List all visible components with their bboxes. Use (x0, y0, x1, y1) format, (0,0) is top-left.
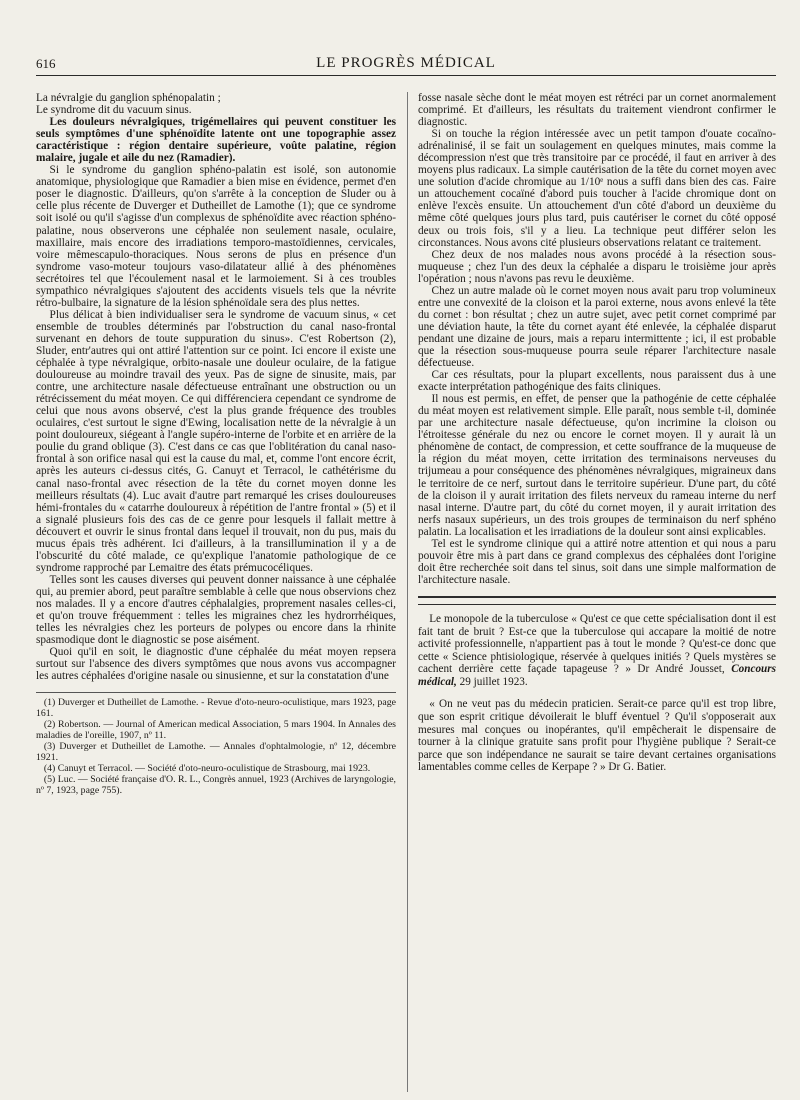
paragraph: Car ces résultats, pour la plupart excellents, nous paraissent dus à une exacte interprétation pathogénique des faits cliniques. (418, 369, 776, 394)
footnotes-rule (36, 692, 396, 693)
note-text: Le monopole de la tuberculose « Qu'est ce que cette spécialisation dont il est fait tant de bruit ? Est-ce que la tuberculose qui accapare la moitié de notre activité professionnelle, n'appartient pas à tout le monde ? Qu'est-ce donc que cette « Science phtisiologique, réservée à quelques initiés ? Quels mystères se cachent derrière cette façade tapageuse ? » Dr André Jousset, (418, 612, 776, 676)
right-column (418, 92, 776, 784)
note-text: « On ne veut pas du médecin praticien. Serait-ce parce qu'il est trop libre, que son esprit critique dévoilerait le bluff éventuel ? Qu'il s'opposerait aux mesures mal conçues ou inopérantes, qu'il empêcherait le dispensaire de tourner à la clinique gratuite sans profit pour l'hygiène publique ? Serait-ce parce que son indépendance ne saurait se taire devant certaines organisations lamentables comme celles de Kerpape ? » Dr G. Batier. (418, 698, 776, 774)
paragraph: Plus délicat à bien individualiser sera le syndrome de vacuum sinus, « cet ensemble de troubles déterminés par l'obstruction du canal naso-frontal survenant en dehors de toute suppuration du sinus». C'est Robertson (2), Sluder, entr'autres qui ont attiré l'attention sur ce point. Ici encore il existe une céphalée à type névralgique, orbito-nasale une douleur oculaire, de la fatigue douloureuse au moindre travail des yeux. Pas de signe de sinusite, mais, par contre, une architecture nasale défectueuse entraînant une obstruction ou un rétrécissement du méat moyen. Ce qui différenciera cependant ce syndrome de celui que nous avons observé, c'est la plus grande fréquence des troubles oculaires, c'est surtout le signe d'Ewing, localisation nette de la névralgie à un point douloureux, siégeant à l'angle supéro-interne de l'orbite et en arrière de la poulie du grand oblique (3). C'est dans ce cas que l'oblitération du canal naso-frontal à son orifice nasal qui est la cause du mal, et, comme l'ont encore écrit, après les auteurs ci-dessus cités, G. Canuyt et Terracol, le cathétérisme du canal naso-frontal avec résection de la tête du cornet moyen donne les meilleurs résultats (4). Luc avait d'autre part remarqué les crises douloureuses hémi-frontales du « catarrhe douloureux à répétition de l'antre frontal » (5) et il a signalé plusieurs fois des cas de ce genre pour lesquels il fallait mettre à découvert et ouvrir le sinus frontal dans lequel il trouvait, non du pus, mais du mucus épais très adhérent. Ici d'ailleurs, à la transillumination il y a de l'obscurité du côté malade, ce qu'explique l'anatomie pathologique de ce syndrome rapproché par Lemaitre des états prémucocéliques. (36, 308, 396, 574)
footnote: (3) Duverger et Dutheillet de Lamothe. — Annales d'ophtalmologie, nº 12, décembre 1921. (36, 741, 396, 764)
paragraph: Il nous est permis, en effet, de penser que la pathogénie de cette céphalée du méat moyen est relativement simple. Elle paraît, nous semble t-il, dominée par une architecture nasale défectueuse, qu'on incrimine la cloison ou l'étroitesse générale du nez ou encore le cornet moyen. Il y aurait là un phénomène de contact, de compression, et cette souffrance de la muqueuse de la région du méat moyen, cette irritation des terminaisons nerveuses du trijumeau a pour conséquence des phénomènes névralgiques, migraineux dans le territoire de ce nerf, surtout dans le territoire supérieur. D'une part, du côté de la cloison il y aurait irritation des filets nerveux du rameau interne du nerf nasal interne. D'autre part, du côté du cornet moyen, il y aurait irritation des nerfs nasaux supérieurs, un des trois groupes de terminaison du nerf sphéno palatin. La localisation et les irradiations de la douleur sont ainsi explicables. (418, 393, 776, 538)
footnote: (2) Robertson. — Journal of American medical Association, 5 mars 1904. In Annales des maladies de l'oreille, 1907, nº 11. (36, 719, 396, 742)
header-rule (36, 75, 776, 76)
left-column (36, 92, 396, 796)
footnote: (5) Luc. — Société française d'O. R. L., Congrès annuel, 1923 (Archives de laryngologie, nº 7, 1923, page 755). (36, 774, 396, 797)
journal-title: LE PROGRÈS MÉDICAL (316, 55, 496, 71)
notes-section (418, 613, 776, 774)
paragraph: fosse nasale sèche dont le méat moyen est rétréci par un cornet anormalement comprimé. Et d'ailleurs, les résultats du traitement viendront confirmer le diagnostic. (418, 92, 776, 129)
footnote: (4) Canuyt et Terracol. — Société d'oto-neuro-oculistique de Strasbourg, mai 1923. (43, 763, 371, 775)
note-item (418, 613, 776, 689)
column-divider (407, 92, 408, 1092)
paragraph: Si on touche la région intéressée avec un petit tampon d'ouate cocaïno-adrénalinisé, il se fait un soulagement en quelques minutes, mais comme la décompression n'est que très transitoire par ce procédé, il faut en arriver à des moyens plus radicaux. La simple cautérisation de la tête du cornet moyen avec une solution d'acide chromique au 1/10ᵉ nous a suffi dans bien des cas. Faire un attouchement cocaïné d'abord puis toucher à l'acide chromique dont on enlève l'excès ensuite. Un attouchement d'un côté d'abord un deuxième du même côté quelques jours plus tard, puis cautériser le cornet du côté opposé deux ou trois fois, s'il y a lieu. La technique peut différer selon les circonstances. Nous avons cité plusieurs observations relatant ce traitement. (418, 128, 776, 249)
paragraph: Chez un autre malade où le cornet moyen nous avait paru trop volumineux entre une convexité de la cloison et la paroi externe, nous avons enlevé la tête du cornet : bon résultat ; chez un autre sujet, avec petit cornet comprimé par une déviation haute, la tête du cornet ayant été enlevée, la céphalée disparut pendant une dizaine de jours, mais a reparu intermittente ; ici, il est probable que la résection sous-muqueuse pourra seule réparer l'architecture nasale défectueuse. (418, 284, 776, 370)
paragraph: Si le syndrome du ganglion sphéno-palatin est isolé, son autonomie anatomique, physiologique que Ramadier a bien mise en évidence, permet d'en poser le diagnostic. D'ailleurs, qu'on s'arrête à la conception de Sluder ou à celle plus récente de Duverger et Dutheillet de Lamothe (1); que ce syndrome soit isolé ou qu'il s'agisse d'un complexus de sphénoïdite avec réaction sphéno-palatine, nous observerons une céphalée non seulement nasale, oculaire, maxillaire, mais encore des irradiations temporo-mastoïdiennes, cervicales, voire mêmescapulo-thoraciques. Nous serons de plus en présence d'un syndrome vaso-moteur toujours vaso-dilatateur allié à des phénomènes secrétoires tel que l'écoulement nasal et le larmoiement. Si à ces troubles sympathico névralgiques s'ajoutent des accidents visuels tels que la névrite rétro-bulbaire, la signature de la lésion sphénoïdale sera des plus nettes. (36, 164, 396, 309)
paragraph: Les douleurs névralgiques, trigémellaires qui peuvent constituer les seuls symptômes d'une sphénoïdite latente ont une topographie assez caractéristique : région dentaire supérieure, voûte palatine, région malaire, jugale et aile du nez (Ramadier). (36, 116, 396, 165)
paragraph: Chez deux de nos malades nous avons procédé à la résection sous-muqueuse ; chez l'un des deux la céphalée a disparu le troisième jour après l'opération ; nous n'avons pas revu le deuxième. (418, 248, 776, 285)
footnote: (1) Duverger et Dutheillet de Lamothe. - Revue d'oto-neuro-oculistique, mars 1923, page 161. (36, 697, 396, 720)
page-header (36, 50, 776, 76)
paragraph: La névralgie du ganglion sphénopalatin ; (36, 92, 221, 104)
paragraph: Tel est le syndrome clinique qui a attiré notre attention et qui nous a paru pouvoir être mis à part dans ce grand complexus des céphalées dont l'origine doit être recherchée soit dans tel sinus, soit dans une simple malformation de l'architecture nasale. (418, 537, 776, 586)
section-separator (418, 596, 776, 605)
footnotes (36, 697, 396, 796)
note-source: Concours médical, (418, 663, 776, 688)
page-number: 616 (36, 56, 56, 71)
note-date: 29 juillet 1923. (459, 675, 528, 688)
paragraph: Le syndrome dit du vacuum sinus. (36, 104, 192, 117)
paragraph: Telles sont les causes diverses qui peuvent donner naissance à une céphalée qui, au premier abord, peut paraître semblable à celle que nous observions chez nos malades. Il y a encore d'autres céphalalgies, proprement nasales celles-ci, et qu'on trouve fréquemment : telles les migraines chez les hydrorrhéiques, telles les névralgies chez les porteurs de polypes ou encore dans la rhinite spasmodique dont le diagnostic se pose aisément. (36, 573, 396, 647)
paragraph: Quoi qu'il en soit, le diagnostic d'une céphalée du méat moyen repsera surtout sur l'absence des divers symptômes que nous avons vus accompagner les autres céphalées d'origine nasale ou sinusienne, et sur la constatation d'une (36, 646, 396, 683)
note-item (418, 698, 776, 774)
